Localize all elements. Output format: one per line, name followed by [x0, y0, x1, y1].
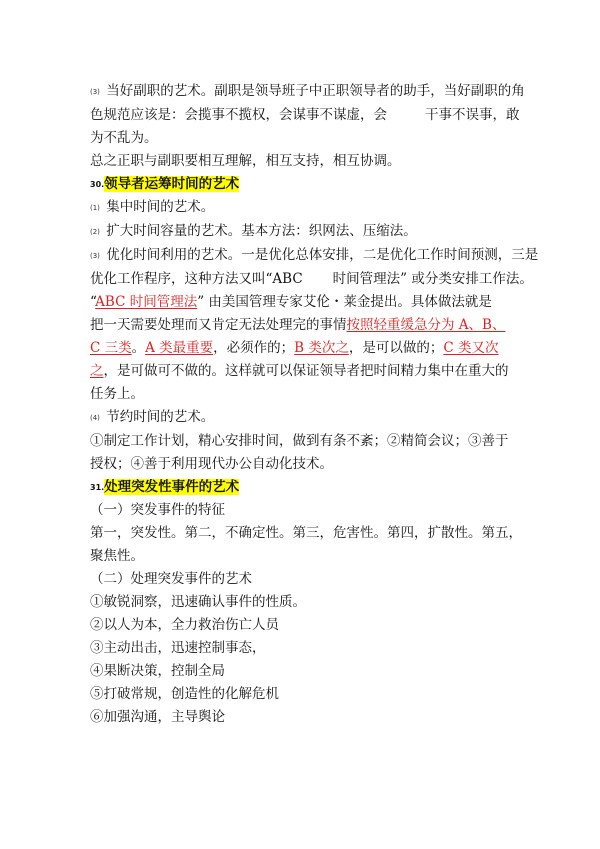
handling-step-4: ④果断决策，控制全局 [90, 663, 225, 679]
save-time-methods-line1: ①制定工作计划，精心安排时间，做到有条不紊；②精简会议；③善于 [90, 433, 509, 449]
section-heading-emergency [90, 476, 540, 499]
section-title: 处理突发性事件的艺术 [104, 479, 240, 495]
list-item-concentrate-time: (1) 集中时间的艺术。 [90, 196, 540, 220]
section-title: 领导者运筹时间的艺术 [104, 176, 240, 192]
item-marker: (3) [90, 88, 100, 96]
list-item-optimize-time-line2: 优化工作程序，这种方法又叫“ABC 时间管理法” 或分类安排工作法。 [90, 271, 533, 287]
handling-step-5: ⑤打破常规，创造性的化解危机 [90, 686, 279, 702]
highlight-class-c-end: 之 [90, 363, 104, 379]
document-body [90, 80, 540, 729]
highlight-three-classes: C 三类 [90, 340, 132, 356]
handling-step-2: ②以人为本，全力救治伤亡人员 [90, 617, 279, 633]
highlight-abc-method: ABC 时间管理法 [95, 294, 198, 310]
highlight-class-a: A 类最重要 [145, 340, 214, 356]
highlight-class-b: B 类次之 [294, 340, 349, 356]
item-marker: (3) [90, 252, 100, 260]
item-marker: (1) [90, 204, 100, 212]
handling-step-3: ③主动出击，迅速控制事态， [90, 640, 266, 656]
section-heading-time-management [90, 173, 540, 196]
para-deputy-art-line3: 为不乱为。 [90, 130, 158, 146]
list-item-optimize-time-line3: “ABC 时间管理法” 由美国管理专家艾伦・莱金提出。具体做法就是 [90, 294, 492, 310]
para-deputy-art-line2: 色规范应该是：会揽事不揽权，会谋事不谋虚，会 干事不误事，敢 [90, 107, 520, 123]
list-item-optimize-time-line6: 之，是可做可不做的。这样就可以保证领导者把时间精力集中在重大的 [90, 363, 509, 379]
handling-step-1: ①敏锐洞察，迅速确认事件的性质。 [90, 594, 306, 610]
item-marker: (2) [90, 228, 100, 236]
save-time-methods-line2: 授权；④善于利用现代办公自动化技术。 [90, 456, 333, 472]
section-number: 30. [90, 180, 105, 189]
highlight-priority-classes: 按照轻重缓急分为 A、B、 [346, 317, 506, 333]
subheading-handling: （二）处理突发事件的艺术 [90, 571, 252, 587]
list-item-optimize-time-line4: 把一天需要处理而又肯定无法处理完的事情按照轻重缓急分为 A、B、 [90, 317, 506, 333]
list-item-optimize-time-line7: 任务上。 [90, 386, 144, 402]
para-summary: 总之正职与副职要相互理解，相互支持，相互协调。 [90, 153, 401, 169]
highlight-class-c: C 类又次 [443, 340, 499, 356]
features-line2: 聚焦性。 [90, 548, 144, 564]
list-item-optimize-time-line1: (3) 优化时间利用的艺术。一是优化总体安排，二是优化工作时间预测，三是 [90, 244, 540, 268]
para-deputy-art-line1: (3) 当好副职的艺术。副职是领导班子中正职领导者的助手，当好副职的角 [90, 80, 540, 104]
list-item-save-time: (4) 节约时间的艺术。 [90, 406, 540, 430]
list-item-optimize-time-line5: C 三类。A 类最重要，必须作的；B 类次之，是可以做的；C 类又次 [90, 340, 499, 356]
list-item-expand-time: (2) 扩大时间容量的艺术。基本方法：织网法、压缩法。 [90, 220, 540, 244]
section-number: 31. [90, 483, 105, 492]
handling-step-6: ⑥加强沟通，主导舆论 [90, 709, 225, 725]
features-line1: 第一，突发性。第二，不确定性。第三，危害性。第四，扩散性。第五， [90, 525, 522, 541]
subheading-features: （一）突发事件的特征 [90, 502, 225, 518]
item-marker: (4) [90, 414, 100, 422]
